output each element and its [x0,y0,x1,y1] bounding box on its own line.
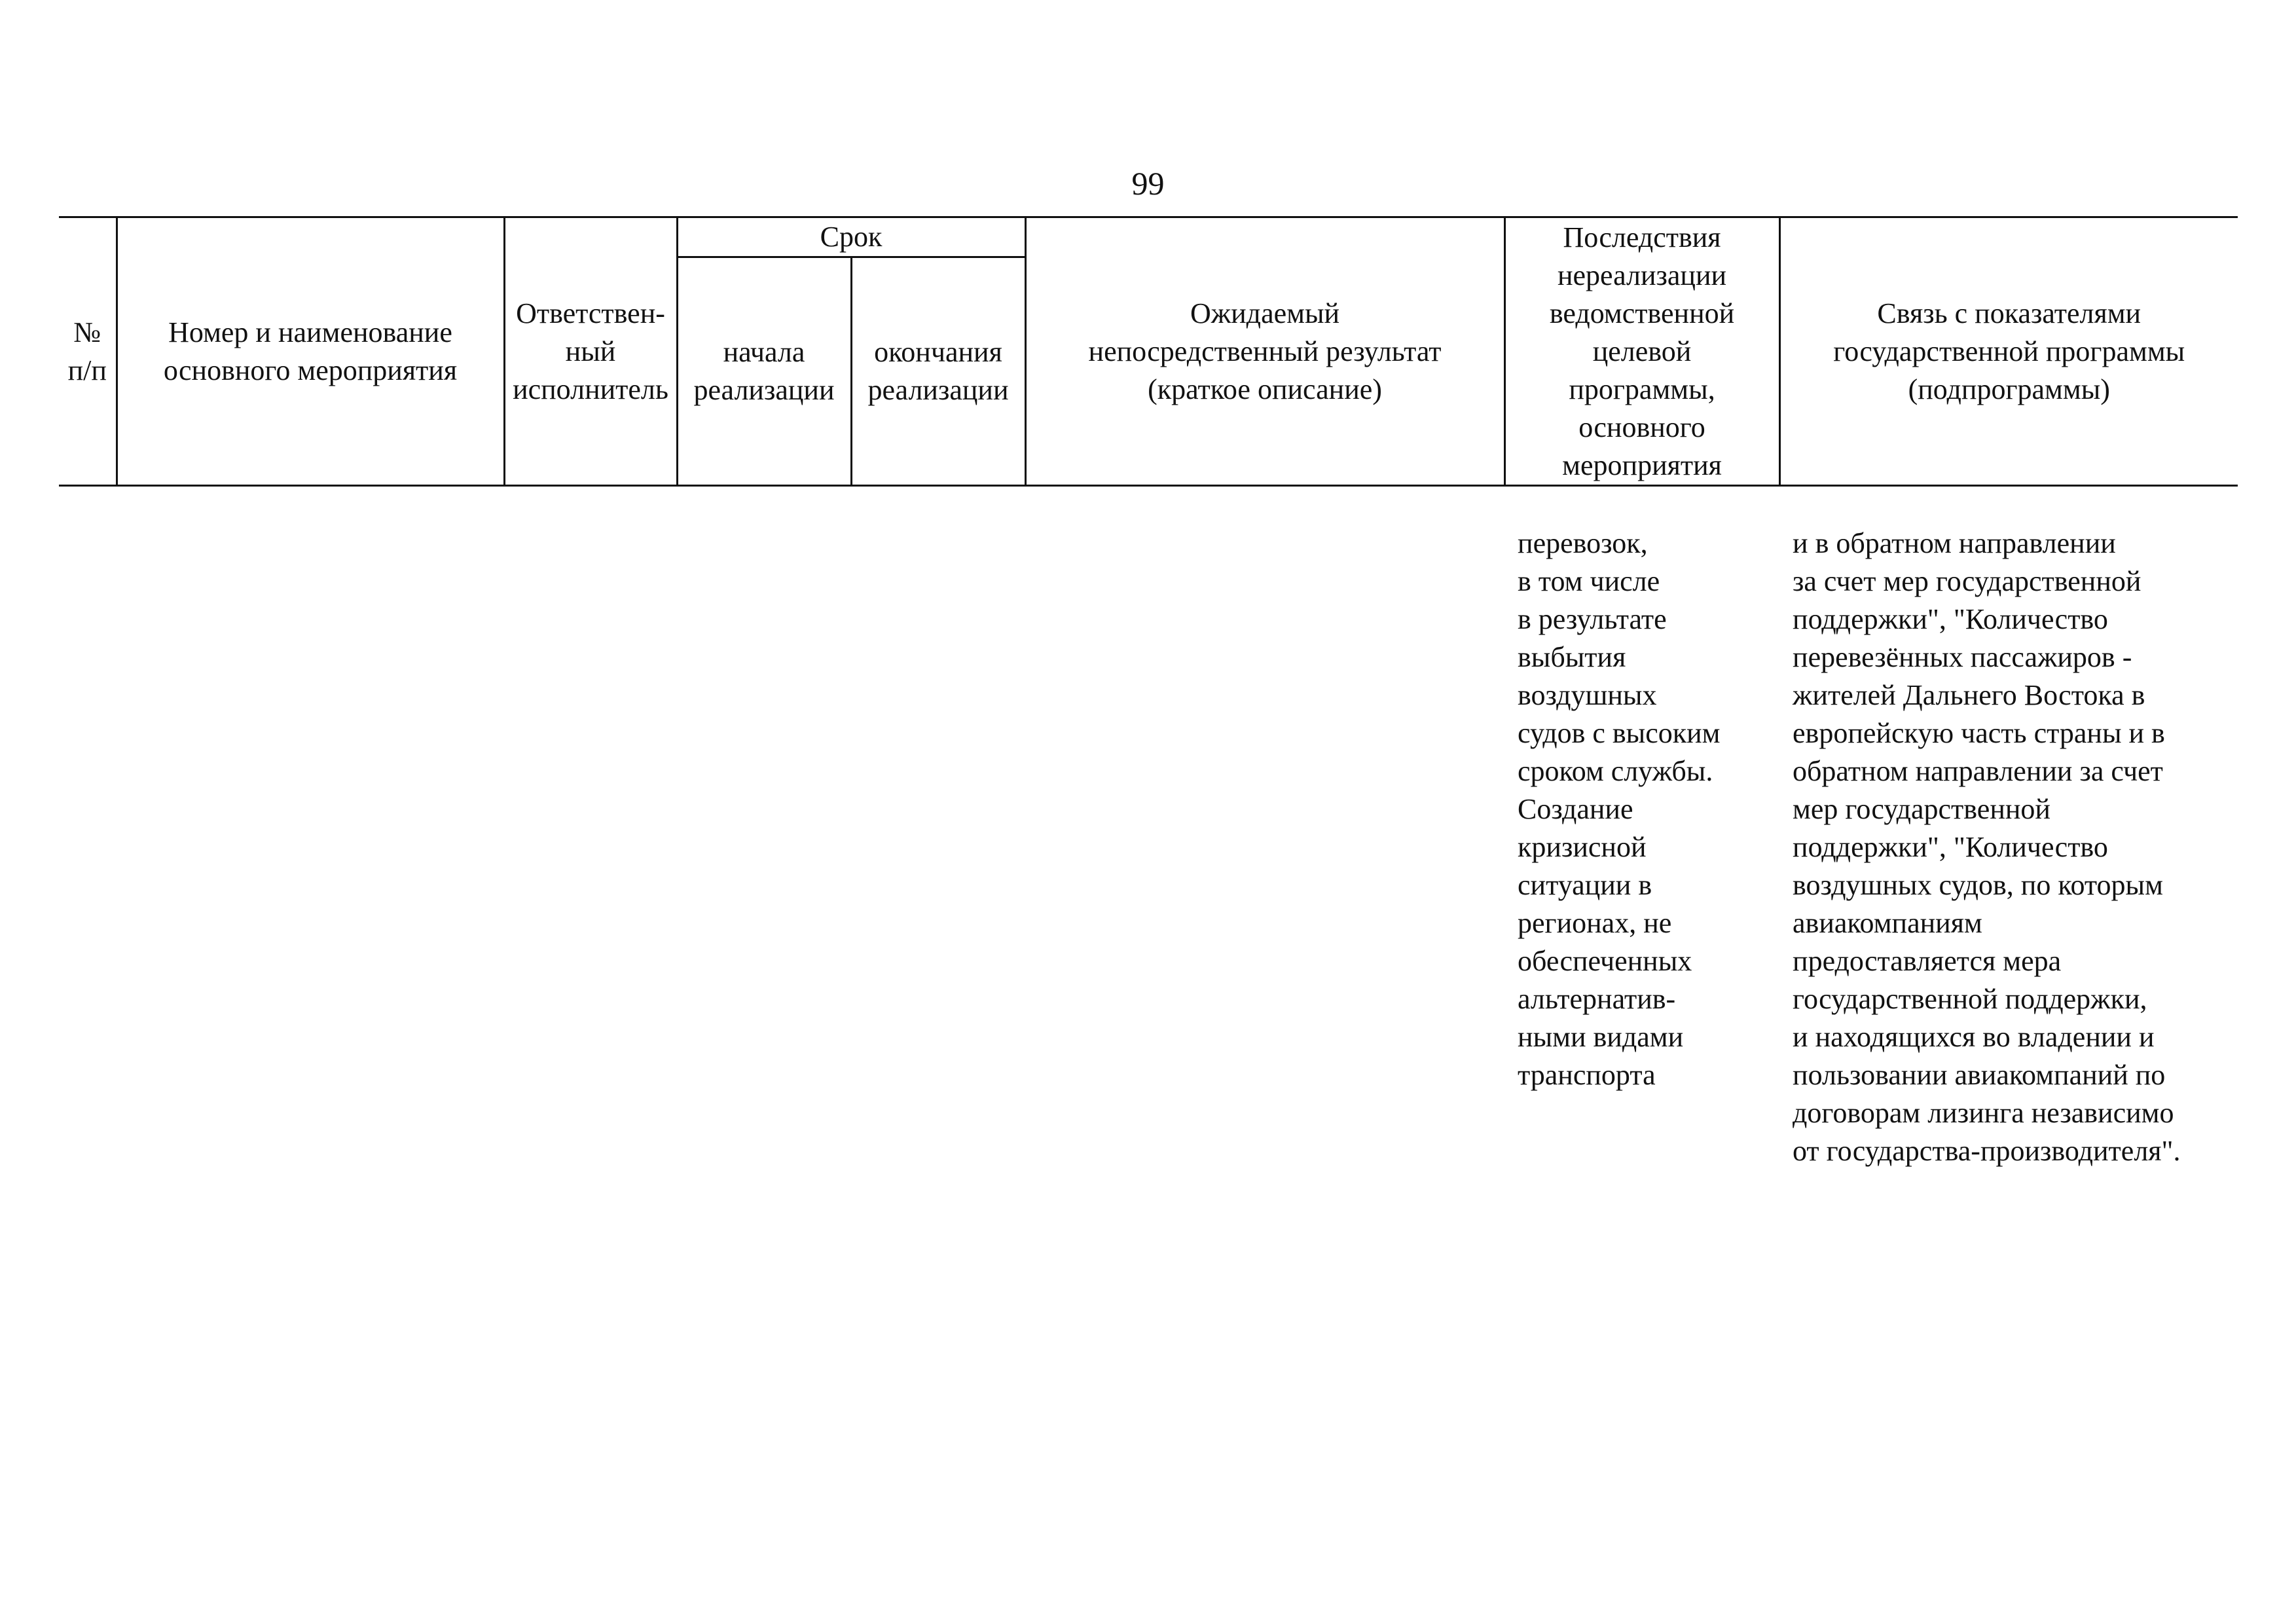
cell-responsible [504,486,677,1171]
cell-num [59,486,117,1171]
page-number: 99 [1131,165,1165,202]
cell-term-end [851,486,1025,1171]
header-expected-result: Ожидаемый непосредственный результат (краткое описание) [1025,217,1504,486]
header-term-start: начала реализации [677,257,851,486]
table-row [59,486,2238,1171]
header-term-end: окончания реализации [851,257,1025,486]
header-link-indicators: Связь с показателями государственной программы (подпрограммы) [1779,217,2238,486]
cell-consequences: перевозок, в том числе в результате выбытия воздушных судов с высоким сроком службы. Создание кризисной ситуации в регионах, не обеспеченных альтернатив- ными видами транспорта [1518,527,1721,1091]
cell-name [117,486,504,1171]
measures-table [59,216,2238,1170]
header-num: № п/п [59,217,117,486]
header-responsible: Ответствен- ный исполнитель [504,217,677,486]
header-consequences: Последствия нереализации ведомственной целевой программы, основного мероприятия [1504,217,1779,486]
cell-link-indicators: и в обратном направлении за счет мер государственной поддержки", "Количество перевезённых пассажиров - жителей Дальнего Востока в европейскую часть страны и в обратном направлении за счет мер государственной поддержки", "Количество воздушных судов, по которым авиакомпаниям предоставляется мера государственной поддержки, и находящихся во владении и пользовании авиакомпаний по договорам лизинга независимо от государства-производителя". [1793,527,2181,1167]
header-name: Номер и наименование основного мероприятия [117,217,504,486]
cell-expected-result [1025,486,1504,1171]
cell-term-start [677,486,851,1171]
header-term-group: Срок [677,217,1025,257]
